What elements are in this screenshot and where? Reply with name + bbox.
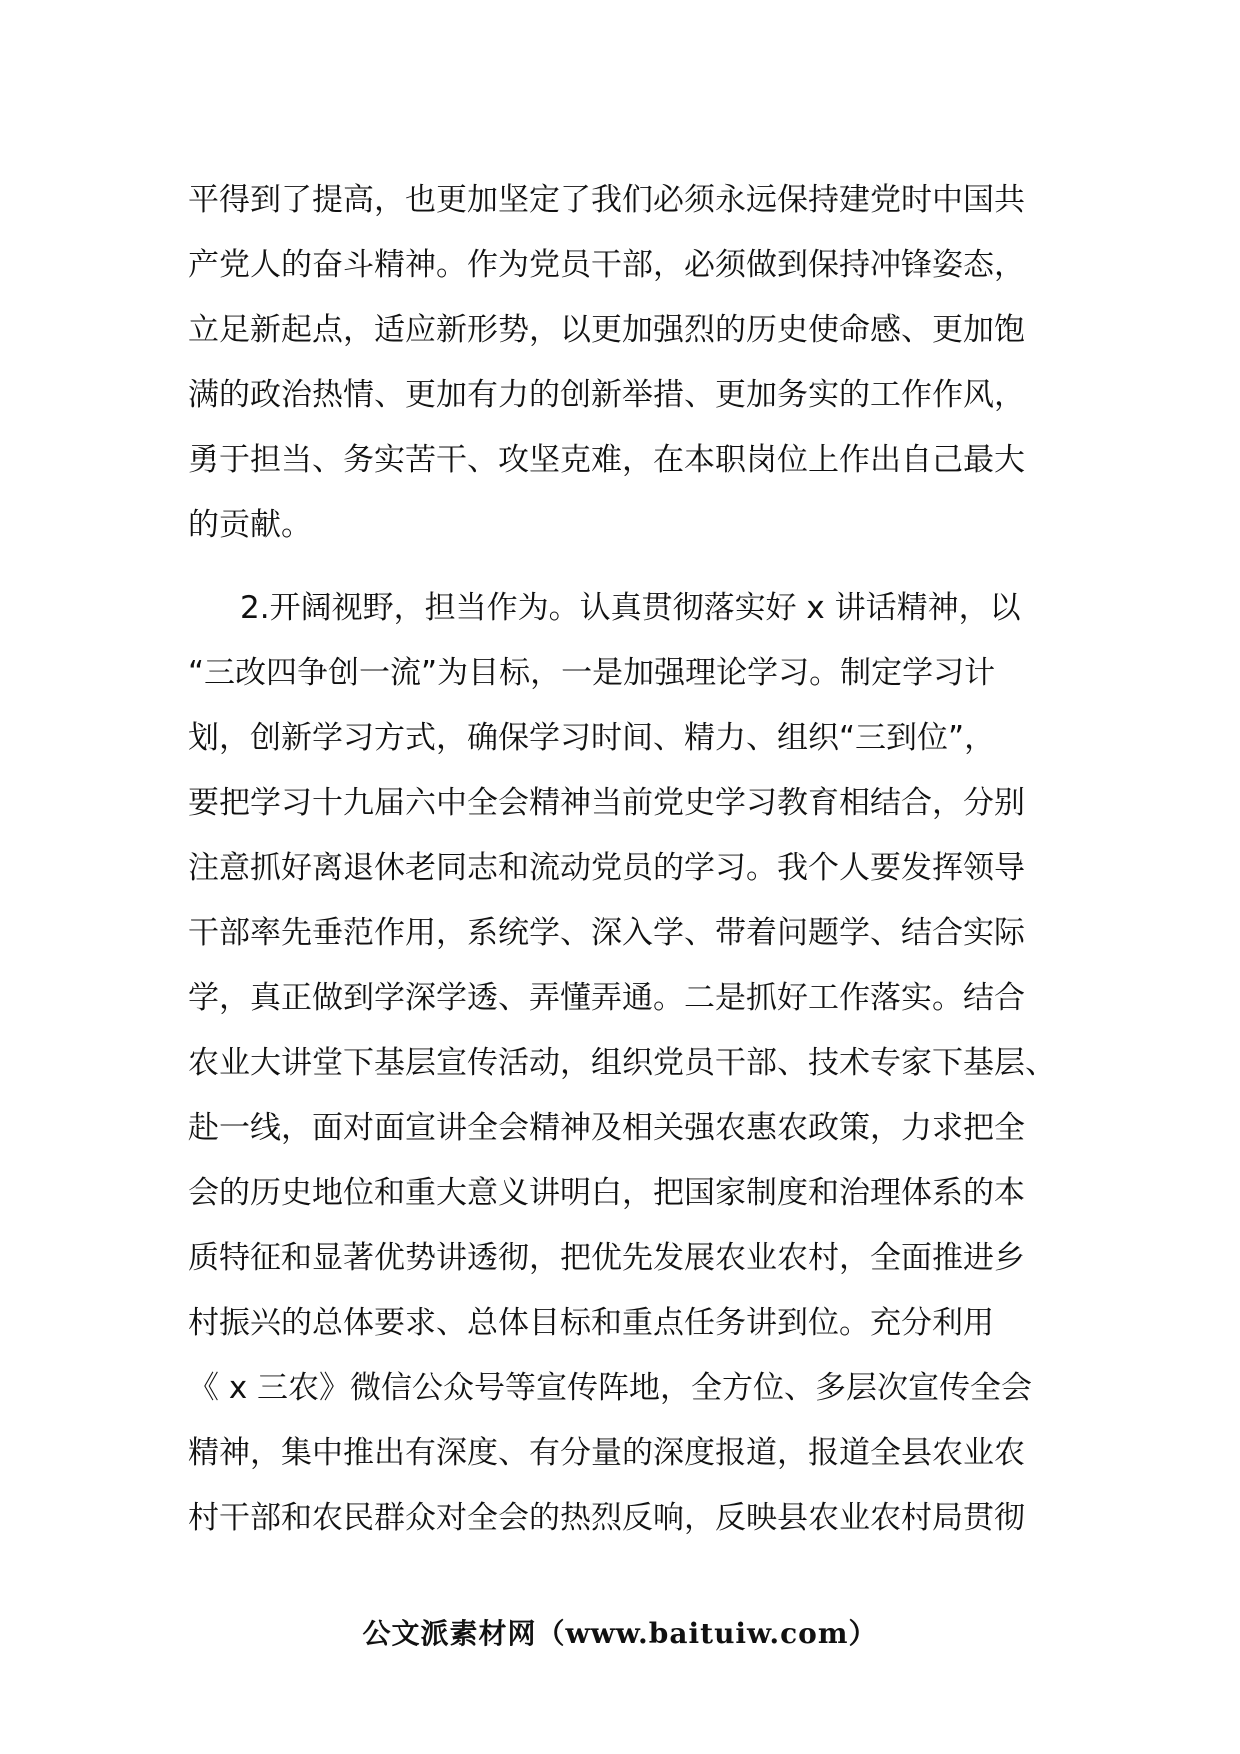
paragraph-line: 赴一线，面对面宣讲全会精神及相关强农惠农政策，力求把全 <box>188 1110 1025 1146</box>
paragraph-line: 划，创新学习方式，确保学习时间、精力、组织“三到位”， <box>188 720 996 756</box>
paragraph-line: 干部率先垂范作用，系统学、深入学、带着问题学、结合实际 <box>188 915 1025 951</box>
paragraph-line: “三改四争创一流”为目标，一是加强理论学习。制定学习计 <box>188 655 996 691</box>
paragraph-line: 质特征和显著优势讲透彻，把优先发展农业农村，全面推进乡 <box>188 1240 1025 1276</box>
paragraph-first-line: 2.开阔视野，担当作为。认真贯彻落实好 x 讲话精神，以 <box>240 590 1021 626</box>
paragraph-line: 要把学习十九届六中全会精神当前党史学习教育相结合，分别 <box>188 785 1025 821</box>
paragraph-line: 《 x 三农》微信公众号等宣传阵地，全方位、多层次宣传全会 <box>188 1370 1033 1406</box>
paragraph-line: 勇于担当、务实苦干、攻坚克难，在本职岗位上作出自己最大 <box>188 442 1025 478</box>
paragraph-line: 产党人的奋斗精神。作为党员干部，必须做到保持冲锋姿态， <box>188 247 1025 283</box>
paragraph-line: 农业大讲堂下基层宣传活动，组织党员干部、技术专家下基层、 <box>188 1045 1056 1081</box>
paragraph-line: 满的政治热情、更加有力的创新举措、更加务实的工作作风， <box>188 377 1025 413</box>
paragraph-line: 村干部和农民群众对全会的热烈反响，反映县农业农村局贯彻 <box>188 1500 1025 1536</box>
document-body <box>188 168 1068 1551</box>
paragraph-line: 的贡献。 <box>188 507 312 543</box>
paragraph-line: 平得到了提高，也更加坚定了我们必须永远保持建党时中国共 <box>188 182 1025 218</box>
paragraph-1 <box>188 168 1068 558</box>
paragraph-line: 学，真正做到学深学透、弄懂弄通。二是抓好工作落实。结合 <box>188 980 1025 1016</box>
paragraph-line: 村振兴的总体要求、总体目标和重点任务讲到位。充分利用 <box>188 1305 994 1341</box>
page-footer-watermark: 公文派素材网（www.baituiw.com） <box>362 1617 878 1650</box>
paragraph-line: 注意抓好离退休老同志和流动党员的学习。我个人要发挥领导 <box>188 850 1025 886</box>
paragraph-line: 会的历史地位和重大意义讲明白，把国家制度和治理体系的本 <box>188 1175 1025 1211</box>
paragraph-line: 立足新起点，适应新形势，以更加强烈的历史使命感、更加饱 <box>188 312 1025 348</box>
paragraph-2 <box>188 576 1068 1551</box>
paragraph-spacer <box>188 558 1068 576</box>
paragraph-line: 精神，集中推出有深度、有分量的深度报道，报道全县农业农 <box>188 1435 1025 1471</box>
